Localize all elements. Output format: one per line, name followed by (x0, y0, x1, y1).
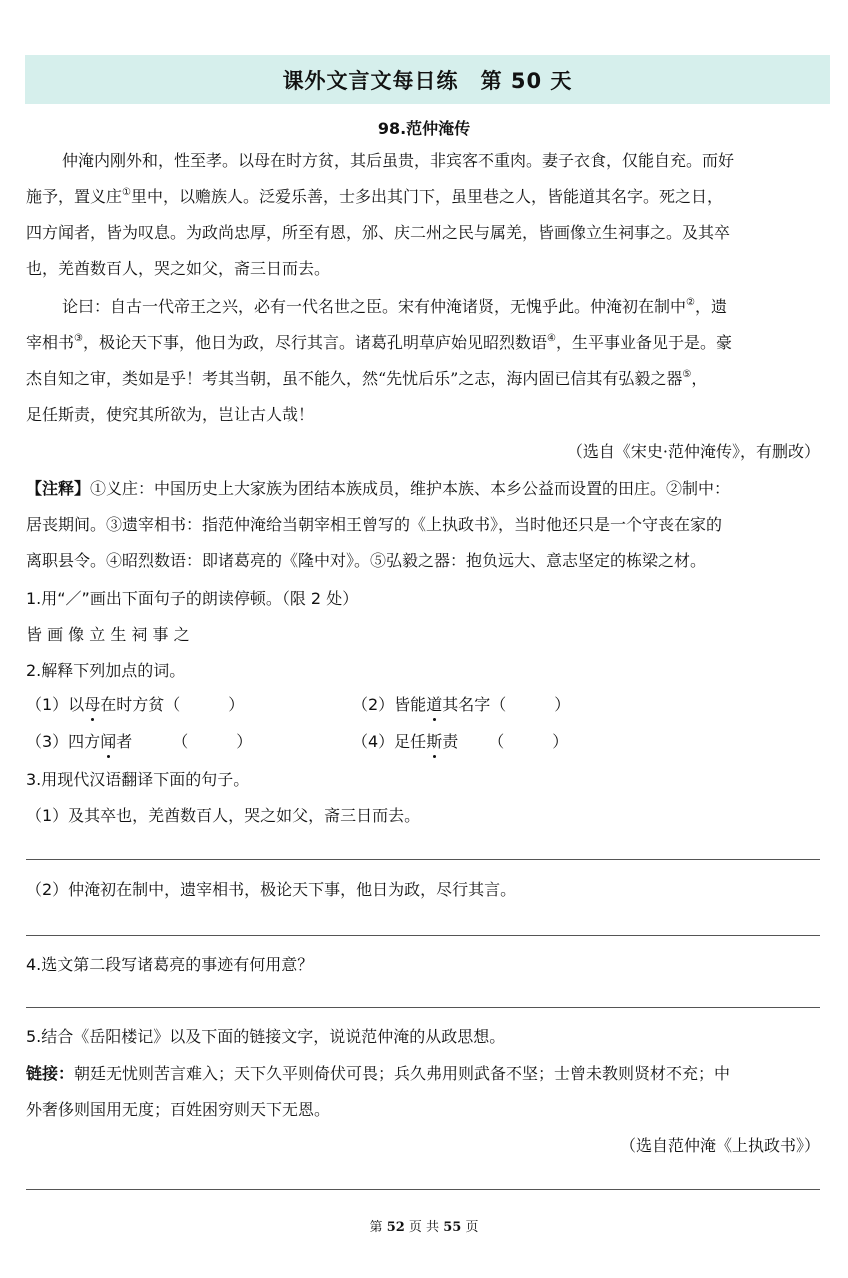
q2-item-3: （3）四方闻者 （ ） (26, 732, 253, 751)
p2-line-1: 论曰：自古一代帝王之兴，必有一代名世之臣。宋有仲淹诸贤，无愧乎此。仲淹初在制中②，遗 (62, 297, 727, 316)
p2-line-3: 杰自知之审，类如是乎！考其当朝，虽不能久，然“先忧后乐”之志，海内固已信其有弘毅之器⑤， (26, 369, 708, 388)
q2-item-4: （4）足任斯责 （ ） (352, 732, 569, 751)
p2-line-4: 足任斯责，使究其所欲为，岂让古人哉！ (26, 405, 315, 424)
answer-line-4 (26, 1007, 820, 1008)
question-2: 2.解释下列加点的词。 (26, 661, 186, 680)
p1-line-1: 仲淹内刚外和，性至孝。以母在时方贫，其后虽贵，非宾客不重肉。妻子衣食，仅能自充。而好 (62, 151, 735, 170)
banner-day: 第 50 天 (480, 68, 573, 93)
link-label: 链接： (26, 1064, 75, 1083)
notes-line-2: 居丧期间。③遗宰相书：指范仲淹给当朝宰相王曾写的《上执政书》，当时他还只是一个守丧在家的 (26, 515, 723, 534)
notes-line-3: 离职县令。④昭烈数语：即诸葛亮的《隆中对》。⑤弘毅之器：抱负远大、意志坚定的栋梁之材。 (26, 551, 707, 570)
page-banner (25, 55, 830, 104)
page-footer: 第 52 页 共 55 页 (369, 1220, 479, 1235)
answer-line-5 (26, 1189, 820, 1190)
article-source: （选自《宋史·范仲淹传》，有删改） (566, 442, 820, 461)
question-3-1: （1）及其卒也，羌酋数百人，哭之如父，斋三日而去。 (26, 806, 421, 825)
question-5: 5.结合《岳阳楼记》以及下面的链接文字，说说范仲淹的从政思想。 (26, 1027, 506, 1046)
link-source: （选自范仲淹《上执政书》） (619, 1136, 820, 1155)
p1-line-3: 四方闻者，皆为叹息。为政尚忠厚，所至有恩，邠、庆二州之民与属羌，皆画像立生祠事之。及其卒 (26, 223, 731, 242)
question-4: 4.选文第二段写诸葛亮的事迹有何用意？ (26, 955, 314, 974)
total-pages: 55 (443, 1220, 462, 1235)
q2-item-1: （1）以母在时方贫（ ） (26, 695, 245, 714)
question-3: 3.用现代汉语翻译下面的句子。 (26, 770, 250, 789)
current-page: 52 (386, 1220, 405, 1235)
article-title: 98.范仲淹传 (377, 119, 471, 138)
q2-item-2: （2）皆能道其名字（ ） (352, 695, 571, 714)
p1-line-2: 施予，置义庄①里中，以赡族人。泛爱乐善，士多出其门下，虽里巷之人，皆能道其名字。死之日， (26, 187, 723, 206)
link-line-2: 外奢侈则国用无度；百姓困穷则天下无恩。 (26, 1100, 331, 1119)
answer-line-3-2 (26, 935, 820, 936)
p1-line-4: 也，羌酋数百人，哭之如父，斋三日而去。 (26, 259, 331, 278)
question-1-sentence: 皆 画 像 立 生 祠 事 之 (26, 625, 190, 644)
notes-label: 【注释】 (26, 479, 91, 498)
banner-title: 课外文言文每日练 (282, 68, 459, 93)
question-3-2: （2）仲淹初在制中，遗宰相书，极论天下事，他日为政，尽行其言。 (26, 880, 517, 899)
answer-line-3-1 (26, 859, 820, 860)
p2-line-2: 宰相书③，极论天下事，他日为政，尽行其言。诸葛孔明草庐始见昭烈数语④，生平事业备见于是。豪 (26, 333, 732, 352)
question-1: 1.用“／”画出下面句子的朗读停顿。（限 2 处） (26, 589, 359, 608)
notes-line-1: 【注释】①义庄：中国历史上大家族为团结本族成员，维护本族、本乡公益而设置的田庄。②制中： (26, 479, 731, 498)
link-line-1: 链接：朝廷无忧则苦言难入；天下久平则倚伏可畏；兵久弗用则武备不坚；士曾未教则贤材不充；中 (26, 1064, 731, 1083)
